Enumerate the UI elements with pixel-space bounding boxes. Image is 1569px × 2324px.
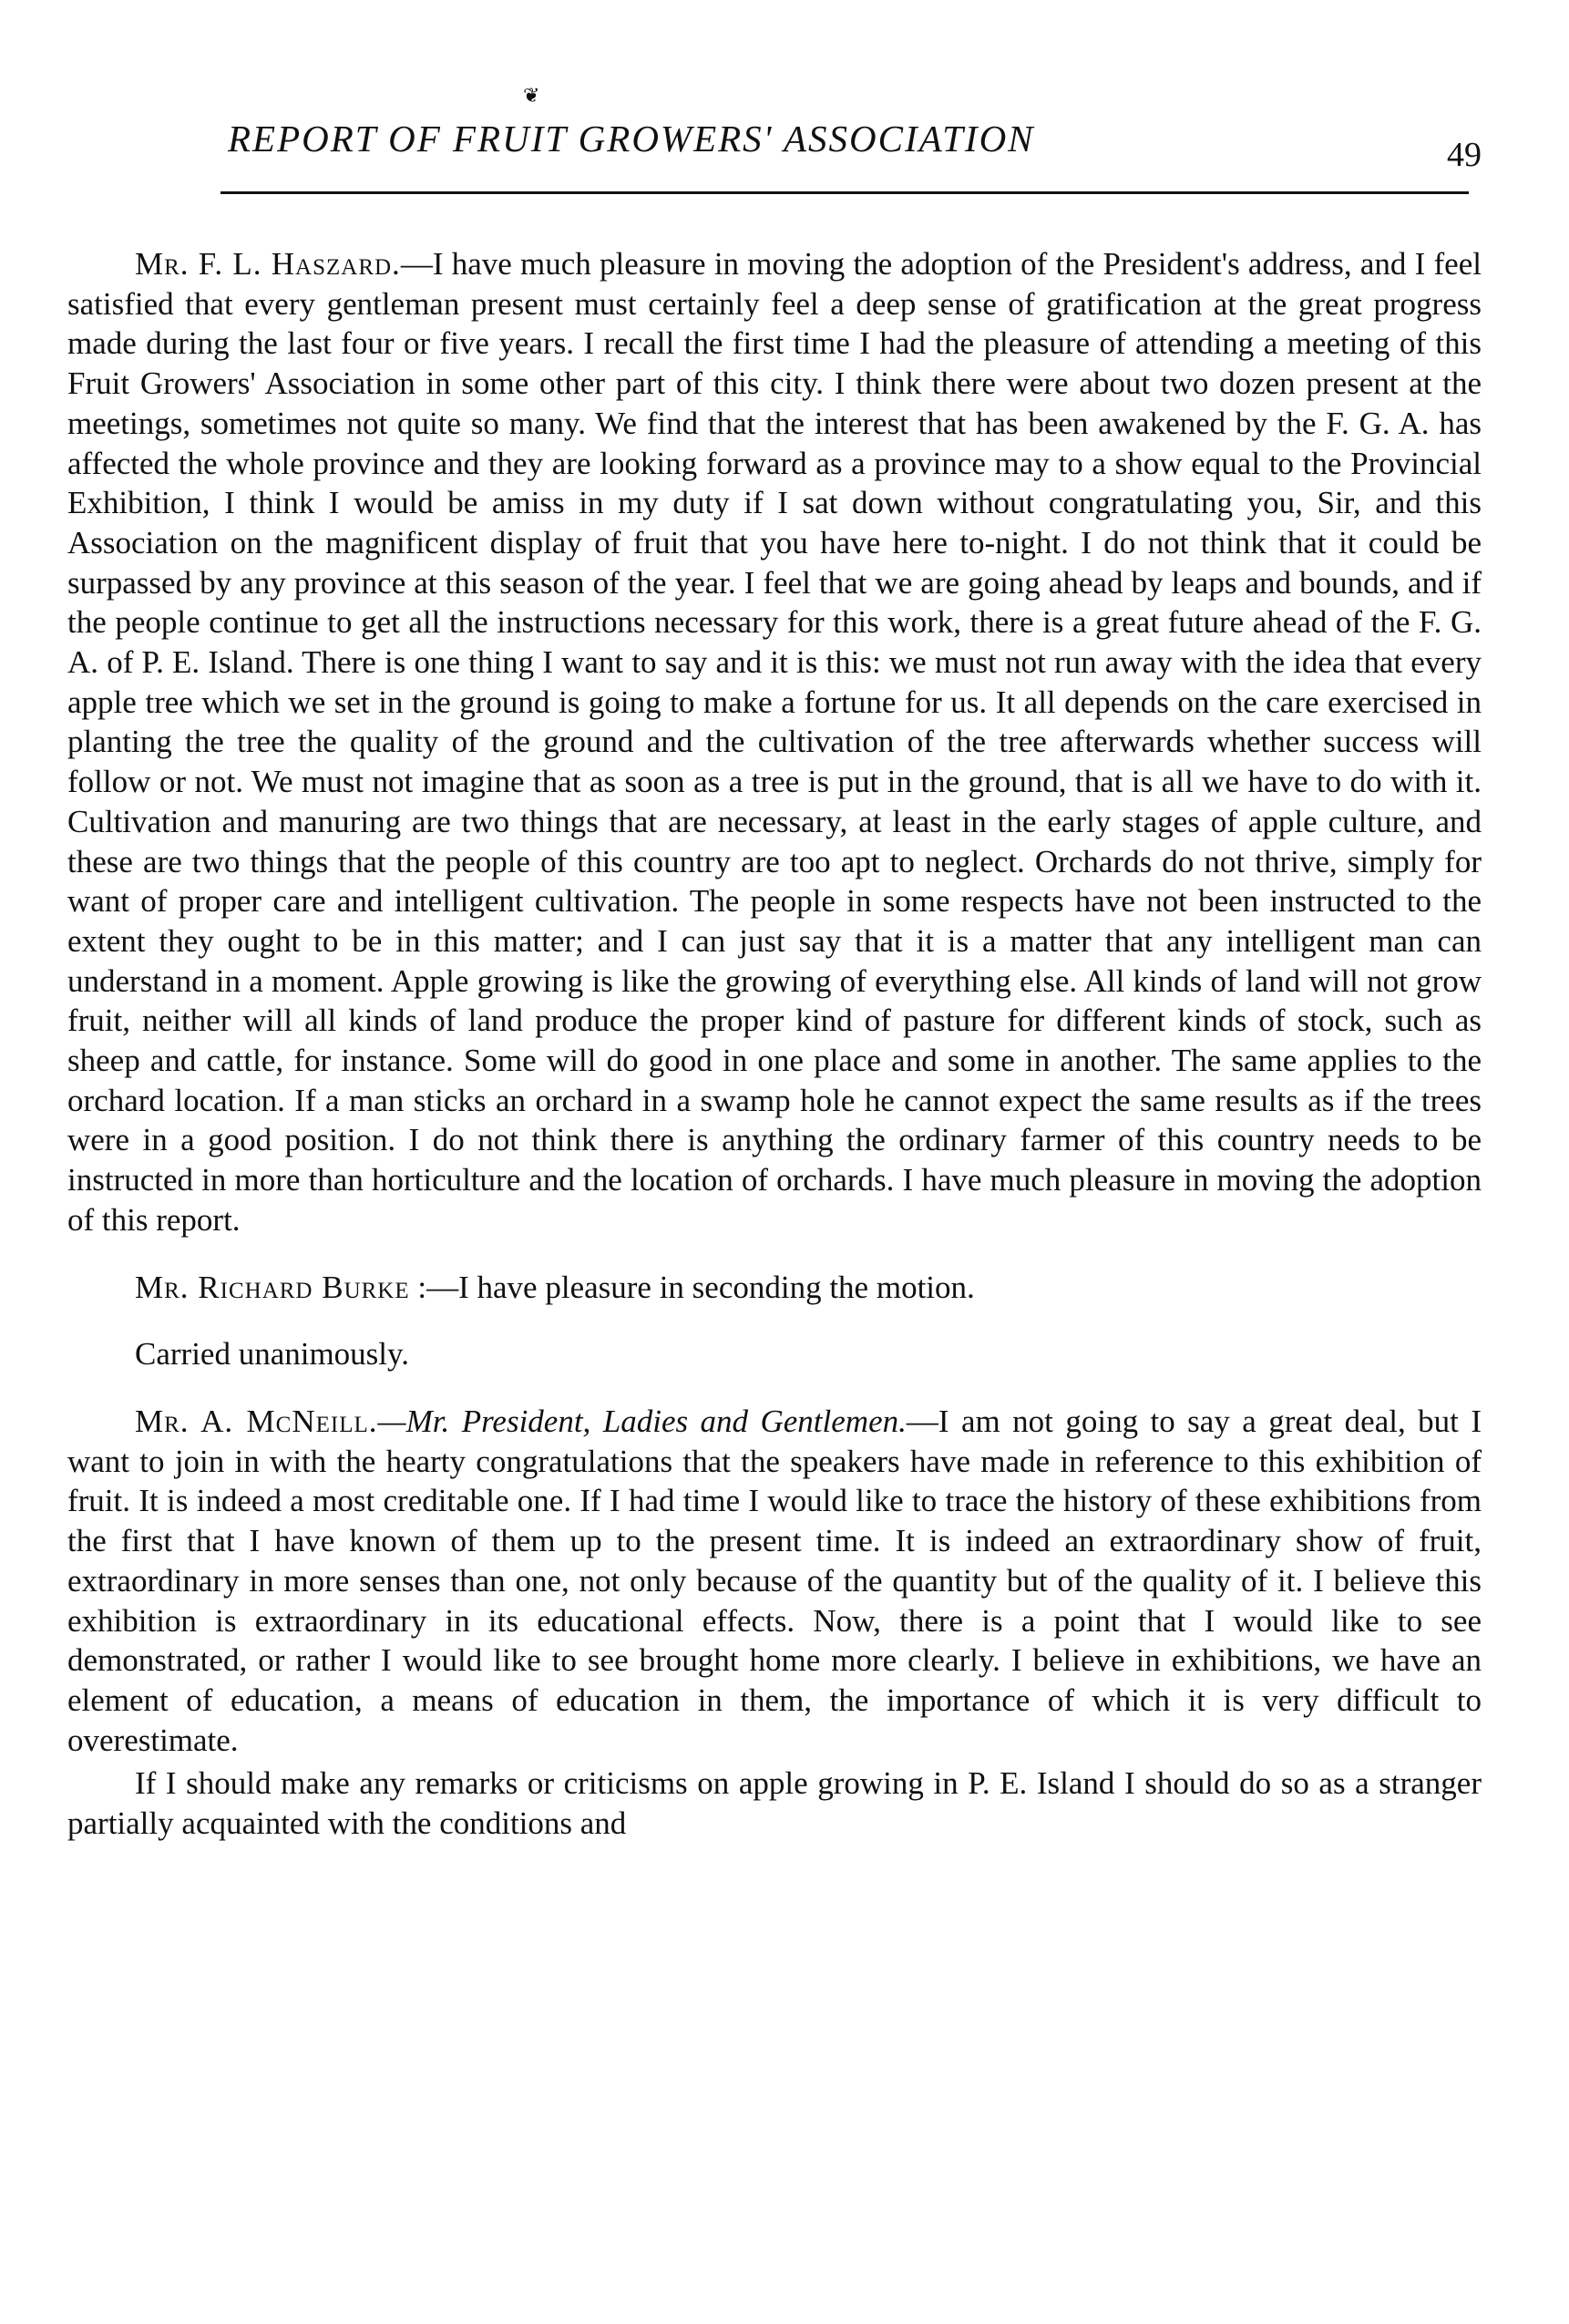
paragraph-text: :—I have pleasure in seconding the motion.: [409, 1269, 975, 1305]
paragraph-carried: [67, 1334, 1482, 1374]
body-text: [67, 244, 1482, 1844]
paragraph-haszard: [67, 244, 1482, 1240]
running-head: REPORT OF FRUIT GROWERS' ASSOCIATION: [228, 118, 1035, 159]
speaker-name: Mr. Richard Burke: [135, 1269, 410, 1305]
paragraph-text: Carried unanimously.: [135, 1336, 410, 1373]
paragraph-burke: [67, 1268, 1482, 1308]
header-ornament: ❦: [523, 84, 540, 107]
paragraph-continuation: [67, 1764, 1482, 1843]
paragraph-text: —I have much pleasure in moving the adoption of the President's address, and I feel satisfied that every gentleman present must certainly feel a deep sense of gratification at the great progress made during the last four or five years. I recall the first time I had the pleasure of attending a meeting of this Fruit Growers' Association in some other part of this city. I think there were about two dozen present at the meetings, sometimes not quite so many. We find that the interest that has been awakened by the F. G. A. has affected the whole province and they are looking forward as a province may to a show equal to the Provincial Exhibition, I think I would be amiss in my duty if I sat down without congratulating you, Sir, and this Association on the magnificent display of fruit that you have here to-night. I do not think that it could be surpassed by any province at this season of the year. I feel that we are going ahead by leaps and bounds, and if the people continue to get all the instructions necessary for this work, there is a great future ahead of the F. G. A. of P. E. Island. There is one thing I want to say and it is this: we must not run away with the idea that every apple tree which we set in the ground is going to make a fortune for us. It all depends on the care exercised in planting the tree the quality of the ground and the cultivation of the tree afterwards whether success will follow or not. We must not imagine that as soon as a tree is put in the ground, that is all we have to do with it. Cultivation and manuring are two things that are necessary, at least in the early stages of apple culture, and these are two things that the people of this country are too apt to neglect. Orchards do not thrive, simply for want of proper care and intelligent cultivation. The people in some respects have not been instructed to the extent they ought to be in this matter; and I can just say that it is a matter that any intelligent man can understand in a moment. Apple growing is like the growing of everything else. All kinds of land will not grow fruit, neither will all kinds of land produce the proper kind of pasture for different kinds of stock, such as sheep and cattle, for instance. Some will do good in one place and some in another. The same applies to the orchard location. If a man sticks an orchard in a swamp hole he cannot expect the same results as if the trees were in a good position. I do not think there is anything the ordinary farmer of this country needs to be instructed in more than horticulture and the location of orchards. I have much pleasure in moving the adoption of this report.: [67, 246, 1482, 1238]
paragraph-mcneill: [67, 1402, 1482, 1760]
paragraph-text: If I should make any remarks or criticisms on apple growing in P. E. Island I should do so as a stranger partially acquainted with the conditions and: [67, 1765, 1482, 1842]
page-number: 49: [1447, 136, 1482, 174]
paragraph-text: —I am not going to say a great deal, but I want to join in with the hearty congratulations that the speakers have made in reference to this exhibition of fruit. It is indeed a most creditable one. If I had time I would like to trace the history of these exhibitions from the first that I have known of them up to the present time. It is indeed an extraordinary show of fruit, extraordinary in more senses than one, not only because of the quantity but of the quality of it. I believe this exhibition is extraordinary in its educational effects. Now, there is a point that I would like to see demonstrated, or rather I would like to see brought home more clearly. I believe in exhibitions, we have an element of education, a means of education in them, the importance of which it is very difficult to overestimate.: [67, 1403, 1482, 1758]
speaker-name: Mr. F. L. Haszard.: [135, 246, 401, 282]
header-rule: [220, 191, 1469, 194]
salutation: —Mr. President, Ladies and Gentlemen.: [377, 1403, 907, 1439]
speaker-name: Mr. A. McNeill.: [135, 1403, 378, 1439]
